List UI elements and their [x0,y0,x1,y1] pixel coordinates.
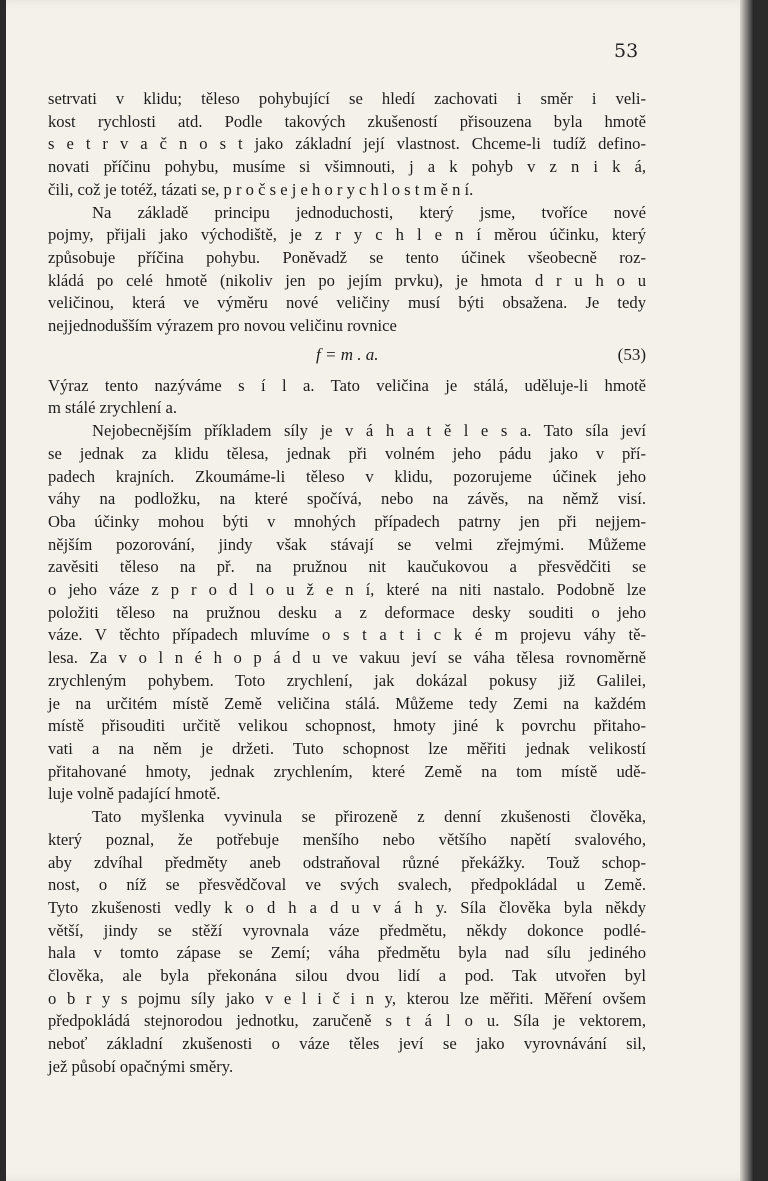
book-page [6,0,754,1181]
text-line: luje volně padající hmotě. [48,784,221,804]
text-line: přitahované hmoty, jednak zrychlením, které Země na tom místě udě- [48,761,646,781]
text-line: s e t r v a č n o s t jako základní její vlastnost. Chceme-li tudíž defino- [48,134,646,154]
text-after-formula [48,375,646,1079]
text-line: padech krajních. Zkoumáme-li těleso v klidu, pozorujeme účinek jeho [48,466,646,486]
body-text [48,88,646,1079]
text-line: čili, což je totéž, tázati se, p r o č s e j e h o r y c h l o s t m ě n í. [48,179,474,199]
text-line: m stálé zrychlení a. [48,398,178,418]
text-line: váze. V těchto případech mluvíme o s t a t i c k é m projevu váhy tě- [48,625,646,645]
text-line: pojmy, přijali jako východiště, je z r y c h l e n í měrou účinku, který [48,225,646,245]
equation: f = m . a. [316,344,379,364]
text-line: aby zdvíhal předměty aneb odstraňoval různé překážky. Touž schop- [48,852,646,872]
text-line: kládá po celé hmotě (nikoliv jen po jejím prvku), je hmota d r u h o u [48,270,646,290]
text-line: nějším pozorování, jindy však stávají se velmi zřejmými. Můžeme [48,534,646,554]
equation-number: (53) [617,344,646,364]
text-line: kost rychlosti atd. Podle takových zkušeností přisouzena byla hmotě [48,111,646,131]
text-line: člověka, ale byla překonána silou dvou lidí a pod. Tak utvořen byl [48,966,646,986]
text-line: váhy na podložku, na které spočívá, nebo na závěs, na němž visí. [48,489,646,509]
text-line: způsobuje příčina pohybu. Poněvadž se tento účinek všeobecně roz- [48,247,646,267]
text-line: Oba účinky mohou býti v mnohých případech patrny jen při nejjem- [48,511,646,531]
text-line: se jednak za klidu tělesa, jednak při volném jeho pádu jako v pří- [48,443,646,463]
paragraph [48,202,646,338]
text-line: jež působí opačnými směry. [48,1056,234,1076]
paragraph [48,420,646,806]
paragraph [48,88,646,202]
text-line: zavěsiti těleso na př. na pružnou nit kaučukovou a přesvědčiti se [48,557,646,577]
text-before-formula [48,88,646,338]
text-line: nost, o níž se přesvědčoval ve svých svalech, předpokládal u Země. [48,875,646,895]
text-line: lesa. Za v o l n é h o p á d u ve vakuu jeví se váha tělesa rovnoměrně [48,648,646,668]
text-line: o jeho váze z p r o d l o u ž e n í, které na niti nastalo. Podobně lze [48,580,646,600]
equation-row [48,342,646,372]
text-line: hala v tomto zápase se Zemí; váha předmětu byla nad sílu jediného [48,943,646,963]
paragraph [48,806,646,1078]
text-line: položiti těleso na pružnou desku a z deformace desky souditi o jeho [48,602,646,622]
text-line: Výraz tento nazýváme s í l a. Tato veličina je stálá, uděluje-li hmotě [48,375,646,395]
book-spine-shadow [740,0,754,1181]
text-line: který poznal, že potřebuje menšího nebo většího napětí svalového, [48,829,646,849]
text-line: větší, jindy se stěží vyrovnala váze předmětu, někdy dokonce podlé- [48,920,646,940]
text-line: Tyto zkušenosti vedly k o d h a d u v á h y. Síla člověka byla někdy [48,897,646,917]
text-line: Tato myšlenka vyvinula se přirozeně z denní zkušenosti člověka, [92,807,646,827]
text-line: setrvati v klidu; těleso pohybující se hledí zachovati i směr i veli- [48,89,646,108]
paragraph [48,375,646,420]
text-line: je na určitém místě Země veličina stálá. Můžeme tedy Zemi na každém [48,693,646,713]
text-line: zrychleným pohybem. Toto zrychlení, jak dokázal pokusy již Galilei, [48,670,646,690]
text-line: předpokládá stejnorodou jednotku, zaručeně s t á l o u. Síla je vektorem, [48,1011,646,1031]
text-line: veličinou, která ve výměru nové veličiny musí býti obsažena. Je tedy [48,293,646,313]
page-number: 53 [614,40,639,62]
text-line: nejjednodušším výrazem pro novou veličinu rovnice [48,316,397,336]
text-line: vati a na něm je držeti. Tuto schopnost lze měřiti jednak velikostí [48,738,646,758]
text-line: novati příčinu pohybu, musíme si všimnouti, j a k pohyb v z n i k á, [48,157,646,177]
text-line: o b r y s pojmu síly jako v e l i č i n y, kterou lze měřiti. Měření ovšem [48,988,646,1008]
text-line: Nejobecnějším příkladem síly je v á h a t ě l e s a. Tato síla jeví [92,421,646,441]
text-line: neboť základní zkušenosti o váze těles jeví se jako vyrovnávání sil, [48,1034,646,1054]
text-line: Na základě principu jednoduchosti, který jsme, tvoříce nové [92,202,646,222]
text-line: místě přisouditi určitě velikou schopnost, hmoty jiné k povrchu přitaho- [48,716,646,736]
